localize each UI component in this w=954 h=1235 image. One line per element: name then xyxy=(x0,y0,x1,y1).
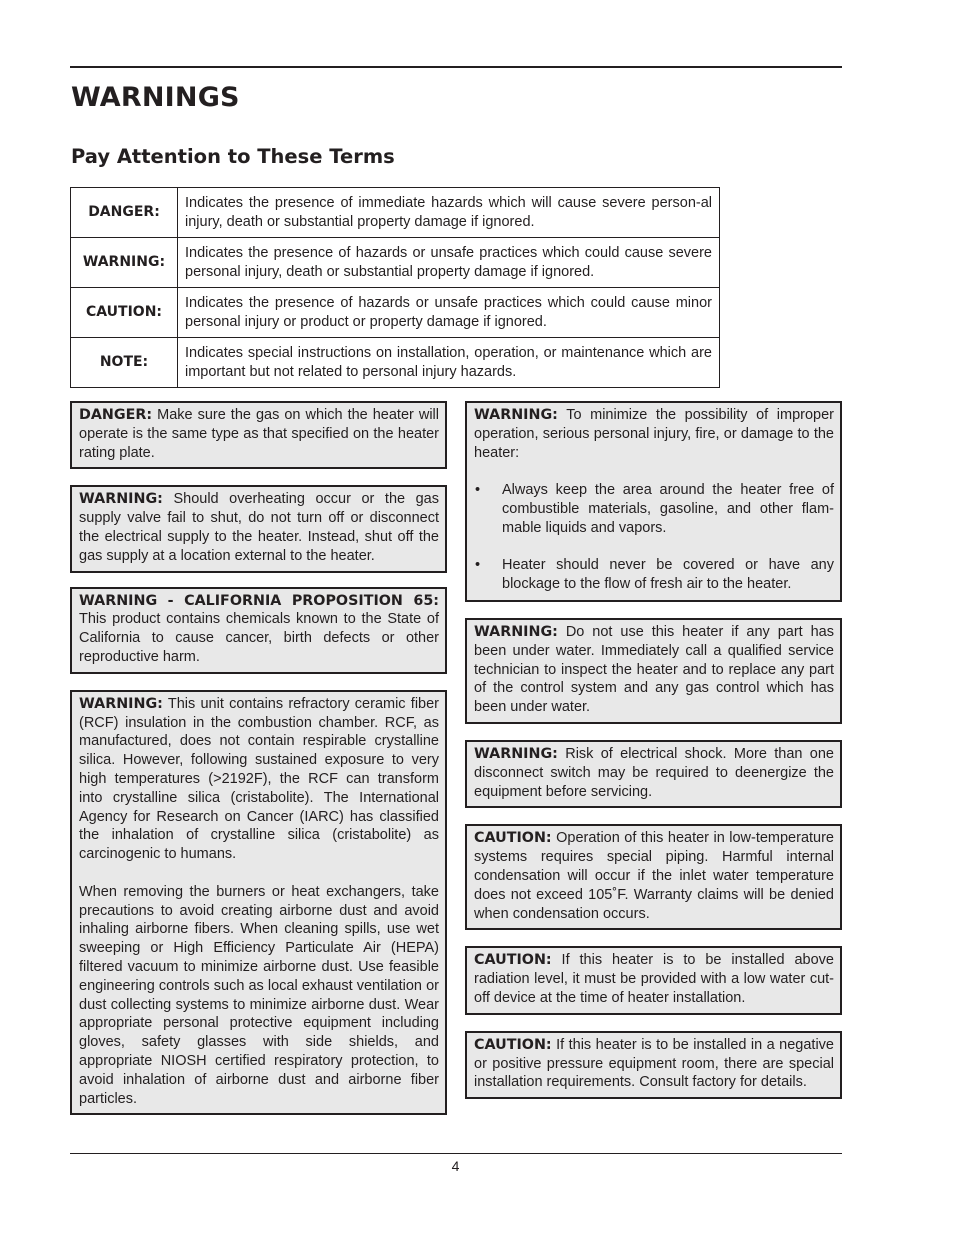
box-body: If this heater is to be installed in a negative or positive pressure equipment room, there are special installation requirements. Consult factory for details. xyxy=(474,1036,834,1091)
left-warnings-column xyxy=(70,401,447,1131)
table-row xyxy=(71,338,720,388)
box-label: WARNING: xyxy=(79,695,163,712)
box-body: This product contains chemicals known to the State of California to cause cancer, birth defects or other reproductive harm. xyxy=(79,611,439,665)
table-row xyxy=(71,288,720,338)
warning-prop65-box xyxy=(70,587,447,674)
table-row xyxy=(71,238,720,288)
box-label: CAUTION: xyxy=(474,1036,552,1053)
page-subtitle: Pay Attention to These Terms xyxy=(71,145,395,168)
top-rule xyxy=(70,66,842,68)
box-label: WARNING: xyxy=(474,623,558,640)
list-item-text: Heater should never be covered or have any blockage to the flow of fresh air to the heater. xyxy=(502,557,834,593)
term-definition: Indicates special instructions on installation, operation, or maintenance which are important but not related to personal injury hazards. xyxy=(178,338,720,388)
warning-shock-box xyxy=(465,740,842,808)
box-text-continued: When removing the burners or heat exchangers, take precautions to avoid creating airborne dust and avoid inhaling airborne fibers. When cleaning spills, use wet sweeping or High Efficiency Particulate Air (HEPA) filtered vacuum to minimize airborne dust. Use feasible engineering controls such as local exhaust ventilation or dust collecting systems to minimize airborne dust. Wear appropriate personal protective equipment including gloves, safety glasses with side shields, and appropriate NIOSH certified respiratory protection, to avoid inhalation of airborne dust and airborne fiber particles. xyxy=(79,883,439,1107)
list-item xyxy=(474,556,834,594)
bullet-list xyxy=(474,481,834,594)
box-label: CAUTION: xyxy=(474,830,552,847)
caution-radiation-box xyxy=(465,946,842,1014)
terms-table xyxy=(70,187,720,388)
term-label: CAUTION: xyxy=(71,288,178,338)
danger-gas-box xyxy=(70,401,447,469)
box-text xyxy=(79,592,439,667)
box-label: WARNING: xyxy=(474,407,558,423)
term-label: NOTE: xyxy=(71,338,178,388)
page-title: WARNINGS xyxy=(71,82,240,113)
box-text xyxy=(79,695,439,864)
term-label: DANGER: xyxy=(71,188,178,238)
caution-lowtemp-box xyxy=(465,824,842,930)
box-label: WARNING: xyxy=(474,745,558,762)
box-label: DANGER: xyxy=(79,407,153,423)
box-label: WARNING - CALIFORNIA PROPOSITION 65: xyxy=(79,592,439,609)
box-body: Risk of electrical shock. More than one disconnect switch may be required to deenergize the equipment before servicing. xyxy=(474,745,834,800)
box-text xyxy=(474,1036,834,1092)
table-row xyxy=(71,188,720,238)
term-label: WARNING: xyxy=(71,238,178,288)
box-text xyxy=(474,745,834,801)
term-definition: Indicates the presence of immediate hazards which will cause severe person-al injury, death or substantial property damage if ignored. xyxy=(178,188,720,238)
term-definition: Indicates the presence of hazards or unsafe practices which could cause minor personal injury or product or property damage if ignored. xyxy=(178,288,720,338)
right-warnings-column xyxy=(465,401,842,1115)
list-item-text: Always keep the area around the heater free of combustible materials, gasoline, and other flam-mable liquids and vapors. xyxy=(502,482,834,536)
bullet-icon: • xyxy=(475,482,481,499)
box-text xyxy=(79,406,439,462)
warning-rcf-box xyxy=(70,690,447,1116)
box-text xyxy=(79,490,439,565)
box-body: Operation of this heater in low-temperature systems requires special piping. Harmful internal condensation will occur if the inlet water temperature does not exceed 105˚F. Warranty claims will be denied when condensation occurs. xyxy=(474,830,834,922)
term-definition: Indicates the presence of hazards or unsafe practices which could cause severe personal injury, death or substantial property damage if ignored. xyxy=(178,238,720,288)
bottom-rule xyxy=(70,1153,842,1154)
box-label: CAUTION: xyxy=(474,952,552,969)
page-number: 4 xyxy=(451,1158,460,1174)
box-text xyxy=(474,406,834,462)
box-body: Should overheating occur or the gas supply valve fail to shut, do not turn off or disconnect the electrical supply to the heater. Instead, shut off the gas supply at a location external to the heater. xyxy=(79,491,439,564)
box-body: If this heater is to be installed above radiation level, it must be provided with a low water cut-off device at the time of heater installation. xyxy=(474,952,834,1006)
caution-pressure-box xyxy=(465,1031,842,1099)
box-body: To minimize the possibility of improper operation, serious personal injury, fire, or damage to the heater: xyxy=(474,407,834,461)
box-body: Make sure the gas on which the heater will operate is the same type as that specified on the heater rating plate. xyxy=(79,407,439,461)
box-text xyxy=(474,829,834,923)
box-body: This unit contains refractory ceramic fiber (RCF) insulation in the combustion chamber. RCF, as manufactured, does not contain respirable crystalline silica. However, following sustained exposure to very high temperatures (>2192F), the RCF can transform into crystalline silica (cristabolite). The International Agency for Research on Cancer (IARC) has classified the inhalation of crystalline silica (cristabolite) as carcinogenic to humans. xyxy=(79,695,439,863)
box-label: WARNING: xyxy=(79,491,163,508)
list-item xyxy=(474,481,834,537)
box-body: Do not use this heater if any part has been under water. Immediately call a qualified service technician to inspect the heater and to replace any part of the control system and any gas control which has been under water. xyxy=(474,623,834,716)
bullet-icon: • xyxy=(475,557,481,574)
warning-overheat-box xyxy=(70,485,447,572)
box-text xyxy=(474,623,834,717)
warning-water-box xyxy=(465,618,842,724)
warning-improper-box xyxy=(465,401,842,602)
box-text xyxy=(474,951,834,1007)
